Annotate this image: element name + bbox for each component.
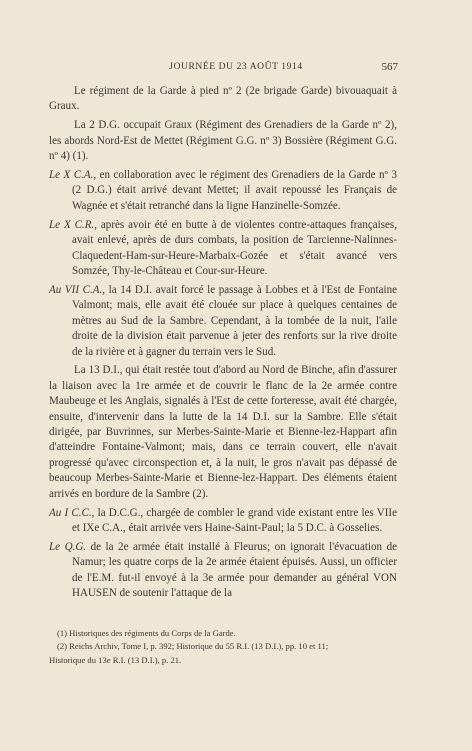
paragraph-3 xyxy=(49,168,397,214)
page-number: 567 xyxy=(381,61,398,73)
footnote-1: (1) Historiques des régiments du Corps de la Garde. xyxy=(57,628,236,638)
paragraph-8-lead: Le Q.G. xyxy=(49,540,87,553)
paragraph-4-lead: Le X C.R., xyxy=(49,218,97,231)
paragraph-5-text: la 14 D.I. avait forcé le passage à Lobbes et à l'Est de Fontaine Valmont; mais, elle avait été clouée sur place à quelques centaines de mètres au Sud de la Sambre. Cependant, à la tombée de la nuit, l'aile droite de la division était parvenue à jeter des renforts sur la rive droite de la rivière et à gagner du terrain vers le Sud. xyxy=(72,283,397,358)
paragraph-8-text: de la 2e armée était installé à Fleurus; on ignorait l'évacuation de Namur; les quatre corps de la 2e armée étaient épuisés. Aussi, un officier de l'E.M. fut-il envoyé à la 3e armée pour demander au général VON HAUSEN de soutenir l'attaque de la xyxy=(72,540,397,600)
paragraph-4-text: après avoir été en butte à de violentes contre-attaques françaises, avait enlevé, après de durs combats, la position de Tarcienne-Nalinnes-Claquedent-Ham-sur-Heure-Marbaix-Gozée et s'était avancé vers Somzée, Thy-le-Château et Cour-sur-Heure. xyxy=(72,218,397,277)
paragraph-3-lead: Le X C.A., xyxy=(49,169,97,182)
body-text xyxy=(49,84,397,605)
paragraph-8 xyxy=(49,540,397,602)
paragraph-6: La 13 D.I., qui était restée tout d'abord au Nord de Binche, afin d'assurer la liaison avec la 1re armée et de couvrir le flanc de la 2e armée contre Maubeuge et les Anglais, signalés à l'Est de cette forteresse, avait été chargée, ensuite, d'intervenir dans la lutte de la 14 D.I. sur la Sambre. Elle s'était dirigée, par Buvrinnes, sur Merbes-Sainte-Marie et Bienne-lez-Happart afin d'atteindre Fontaine-Valmont; mais, dans ce terrain couvert, elle n'avait progressé qu'avec circonspection et, à la nuit, le gros n'avait pas dépassé de beaucoup Merbes-Sainte-Marie et Bienne-lez-Happart. Des éléments étaient arrivés en bordure de la Sambre (2). xyxy=(49,364,397,500)
paragraph-5 xyxy=(49,283,397,360)
paragraph-4 xyxy=(49,218,397,280)
paragraph-2: La 2 D.G. occupait Graux (Régiment des Grenadiers de la Garde nº 2), les abords Nord-Est de Mettet (Régiment G.G. nº 3) Bossière (Régiment G.G. nº 4) (1). xyxy=(49,119,397,163)
paragraph-7-lead: Au I C.C., xyxy=(49,506,95,519)
paragraph-1: Le régiment de la Garde à pied nº 2 (2e brigade Garde) bivouaquait à Graux. xyxy=(49,85,397,113)
paragraph-7 xyxy=(49,506,397,537)
paragraph-3-text: en collaboration avec le régiment des Grenadiers de la Garde nº 3 (2 D.G.) était arrivé devant Mettet; il avait repoussé les Français de Wagnée et s'était retranché dans la ligne Hanzinelle-Somzée. xyxy=(72,169,397,212)
paragraph-7-text: la D.C.G., chargée de combler le grand vide existant entre les VIIe et IXe C.A., était arrivée vers Haine-Saint-Paul; la 5 D.C. à Gosselies. xyxy=(72,506,397,534)
footnotes xyxy=(49,627,397,667)
running-header xyxy=(0,62,472,78)
footnote-2-continued: Historique du 13e R.I. (13 D.I.), p. 21. xyxy=(49,654,182,665)
paragraph-5-lead: Au VII C.A., xyxy=(49,283,106,296)
footnote-2: (2) Reichs Archiv, Tome I, p. 392; Historique du 55 R.I. (13 D.I.), pp. 10 et 11; xyxy=(57,641,329,652)
running-title: JOURNÉE DU 23 AOÛT 1914 xyxy=(169,62,303,72)
